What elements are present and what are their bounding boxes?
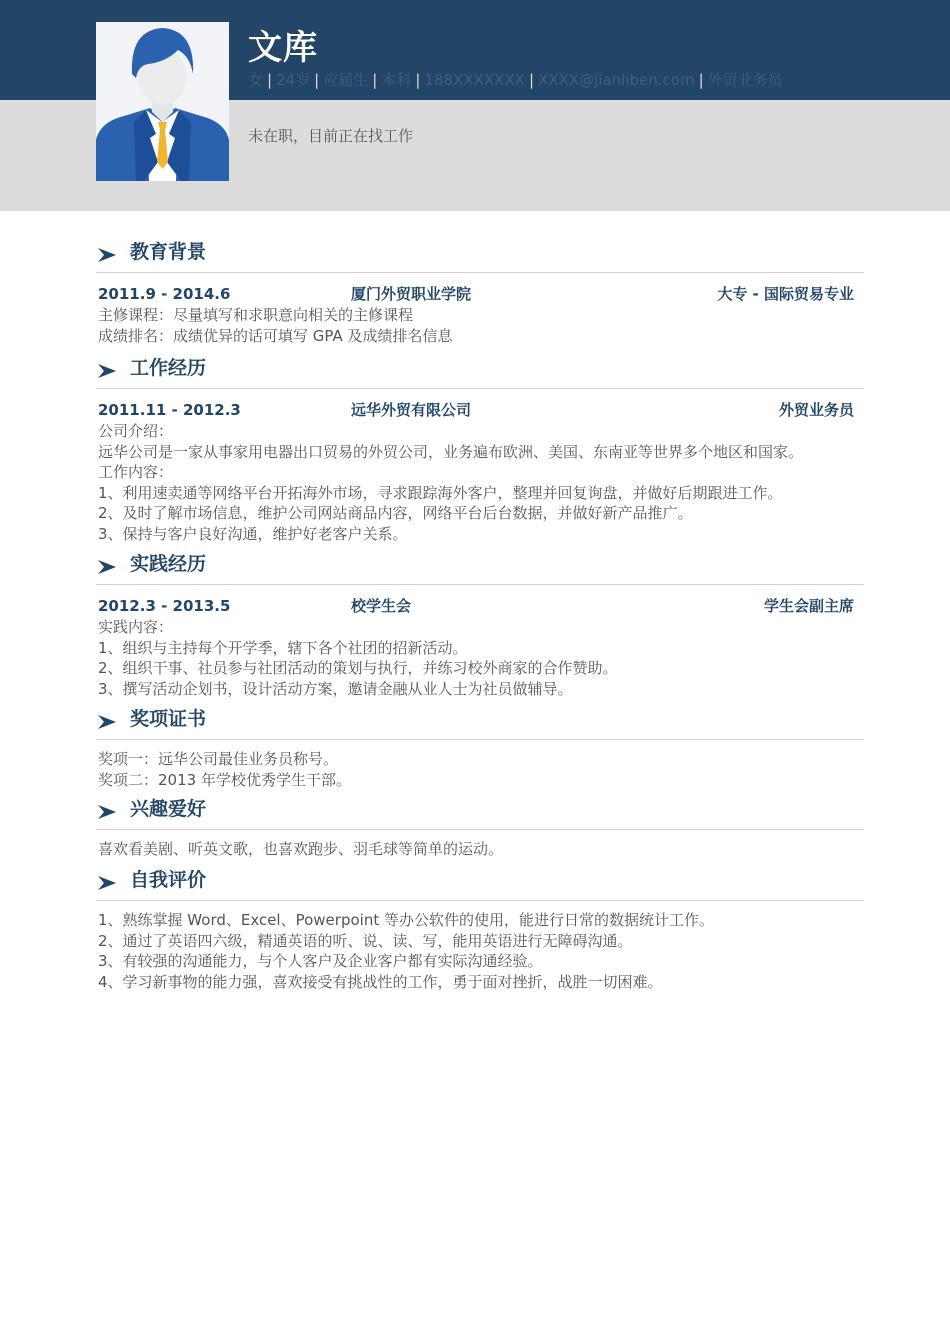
entry-date: 2012.3 - 2013.5 — [98, 597, 231, 615]
age: 24岁 — [276, 71, 311, 89]
evaluation-item: 1、熟练掌握 Word、Excel、Powerpoint 等办公软件的使用，能进行日常的数据统计工作。 — [98, 911, 714, 929]
arrow-bullet-icon — [98, 874, 116, 892]
section-divider — [96, 584, 864, 585]
separator: | — [267, 71, 273, 89]
hobby-line: 喜欢看美剧、听英文歌，也喜欢跑步、羽毛球等简单的运动。 — [98, 840, 504, 858]
arrow-bullet-icon — [98, 246, 116, 264]
section-title: 工作经历 — [130, 357, 207, 379]
section-self-evaluation — [96, 866, 864, 992]
separator: | — [528, 71, 535, 89]
section-title: 教育背景 — [130, 241, 207, 263]
arrow-bullet-icon — [98, 803, 116, 821]
detail-line: 实践内容： — [98, 618, 174, 636]
evaluation-item: 4、学习新事物的能力强，喜欢接受有挑战性的工作，勇于面对挫折，战胜一切困难。 — [98, 972, 663, 991]
entry-header — [96, 595, 864, 617]
entry-role: 外贸业务员 — [778, 401, 854, 419]
degree: 本科 — [381, 71, 412, 89]
avatar — [96, 22, 229, 181]
candidate-name: 文库 — [248, 28, 318, 68]
detail-line: 1、组织与主持每个开学季，辖下各个社团的招新活动。 — [98, 638, 468, 657]
detail-line: 2、组织干事、社员参与社团活动的策划与执行，并练习校外商家的合作赞助。 — [98, 659, 618, 677]
person-avatar-icon — [96, 22, 229, 181]
arrow-bullet-icon — [98, 362, 116, 380]
entry-organization: 厦门外贸职业学院 — [351, 285, 472, 303]
section-practice — [96, 550, 864, 699]
entry-organization: 远华外贸有限公司 — [351, 401, 472, 419]
section-title: 自我评价 — [130, 869, 207, 891]
section-header — [96, 238, 864, 268]
detail-line: 3、撰写活动企划书，设计活动方案，邀请金融从业人士为社员做辅导。 — [98, 679, 573, 698]
arrow-bullet-icon — [98, 558, 116, 576]
section-header — [96, 866, 864, 896]
entry-details — [96, 421, 864, 544]
separator: | — [415, 71, 421, 89]
section-header — [96, 550, 864, 580]
separator: | — [698, 71, 704, 89]
detail-line: 2、及时了解市场信息，维护公司网站商品内容，网络平台后台数据，并做好新产品推广。 — [98, 504, 693, 522]
separator: | — [314, 71, 320, 89]
detail-line: 工作内容： — [98, 463, 174, 481]
section-work — [96, 354, 864, 544]
entry-details — [96, 305, 864, 346]
detail-line: 1、利用速卖通等网络平台开拓海外市场，寻求跟踪海外客户，整理并回复询盘，并做好后期跟进工作。 — [98, 483, 783, 502]
section-header — [96, 354, 864, 384]
entry-header — [96, 399, 864, 421]
award-item: 奖项二：2013 年学校优秀学生干部。 — [98, 770, 351, 789]
detail-line: 公司介绍： — [98, 422, 174, 440]
target-position: 外贸业务员 — [707, 71, 783, 89]
section-hobbies — [96, 795, 864, 860]
section-education — [96, 238, 864, 346]
entry-role: 学生会副主席 — [763, 597, 854, 615]
entry-header — [96, 283, 864, 305]
award-list — [96, 749, 864, 790]
section-divider — [96, 388, 864, 389]
section-header — [96, 795, 864, 825]
section-header — [96, 705, 864, 735]
entry-date: 2011.11 - 2012.3 — [98, 401, 241, 419]
evaluation-item: 2、通过了英语四六级，精通英语的听、说、读、写，能用英语进行无障碍沟通。 — [98, 931, 633, 950]
separator: | — [372, 71, 378, 89]
detail-line: 成绩排名：成绩优异的话可填写 GPA 及成绩排名信息 — [98, 326, 453, 345]
section-awards — [96, 705, 864, 790]
section-divider — [96, 829, 864, 830]
hobby-text — [96, 839, 864, 860]
section-title: 奖项证书 — [130, 708, 207, 730]
entry-details — [96, 617, 864, 699]
section-divider — [96, 900, 864, 901]
candidate-type: 应届生 — [323, 71, 369, 89]
entry-role: 大专 - 国际贸易专业 — [717, 285, 854, 303]
entry-organization: 校学生会 — [351, 597, 412, 615]
detail-line: 远华公司是一家从事家用电器出口贸易的外贸公司，业务遍布欧洲、美国、东南亚等世界多个地区和国家。 — [98, 442, 804, 461]
section-title: 兴趣爱好 — [130, 798, 207, 820]
arrow-bullet-icon — [98, 713, 116, 731]
email: XXXX@jianliben.com — [538, 71, 695, 89]
detail-line: 主修课程：尽量填写和求职意向相关的主修课程 — [98, 306, 414, 324]
phone: 188XXXXXXX — [424, 71, 525, 89]
section-divider — [96, 272, 864, 273]
award-item: 奖项一：远华公司最佳业务员称号。 — [98, 750, 339, 768]
evaluation-item: 3、有较强的沟通能力，与个人客户及企业客户都有实际沟通经验。 — [98, 952, 543, 970]
section-title: 实践经历 — [130, 553, 207, 575]
personal-info-line — [248, 70, 783, 90]
job-status: 未在职，目前正在找工作 — [248, 127, 414, 145]
self-evaluation-list — [96, 910, 864, 992]
entry-date: 2011.9 - 2014.6 — [98, 285, 231, 303]
detail-line: 3、保持与客户良好沟通，维护好老客户关系。 — [98, 524, 408, 543]
section-divider — [96, 739, 864, 740]
gender: 女 — [248, 71, 264, 89]
